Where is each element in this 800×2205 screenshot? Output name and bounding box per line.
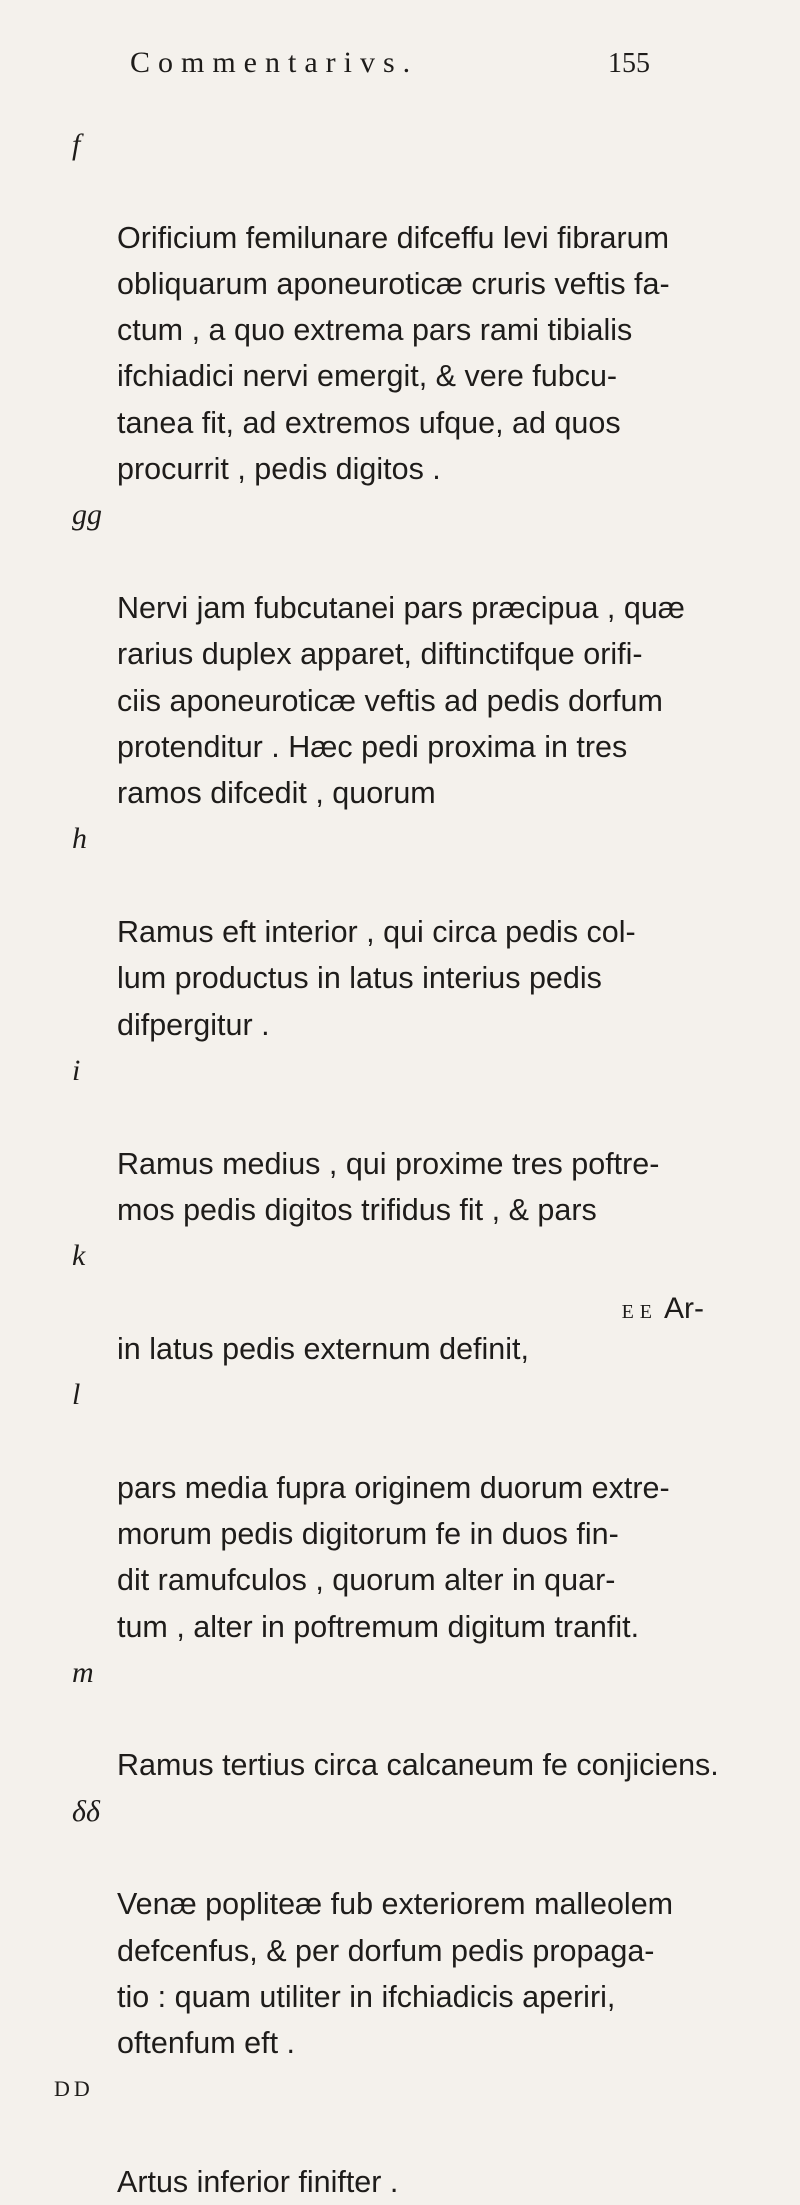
running-head: Commentarivs. — [130, 46, 419, 79]
annotation-entry-dd — [54, 2066, 752, 2205]
annotation-entry-gg — [72, 492, 752, 816]
entry-text: Ramus eft interior , qui circa pedis col- lum productus in latus interius pedis difpergitur . — [117, 915, 636, 1042]
annotation-list — [54, 122, 752, 2205]
entry-marker: DD — [54, 2076, 94, 2102]
entry-marker: f — [72, 128, 81, 161]
entry-marker: gg — [72, 498, 102, 532]
catchword-word: Ar- — [664, 1292, 704, 1325]
entry-text: Ramus medius , qui proxime tres poftre- mos pedis digitos trifidus fit , & pars — [117, 1146, 660, 1227]
annotation-entry-i — [72, 1048, 752, 1233]
annotation-entry-m — [72, 1650, 752, 1789]
catchword-mark: EE — [621, 1301, 658, 1323]
entry-text: pars media fupra originem duorum extre- morum pedis digitorum fe in duos fin- dit ramufculos , quorum alter in quar- tum , alter in poftremum digitum tranfit. — [117, 1470, 670, 1644]
entry-marker: δδ — [72, 1794, 100, 1828]
entry-text: Ramus tertius circa calcaneum fe conjiciens. — [117, 1748, 719, 1783]
annotation-entry-h — [72, 816, 752, 1047]
entry-text: Venæ popliteæ fub exteriorem malleolem defcenfus, & per dorfum pedis propaga- tio : quam utiliter in ifchiadicis aperiri, oftenfum eft . — [117, 1887, 674, 2061]
entry-text: Artus inferior finifter . — [117, 2165, 399, 2200]
entry-marker: h — [72, 822, 87, 856]
catchword — [622, 1292, 704, 1326]
entry-text: Orificium femilunare difceffu levi fibrarum obliquarum aponeuroticæ cruris veftis fa- ctum , a quo extrema pars rami tibialis ifchiadici nervi emergit, & vere fubcu- tanea fit, ad extremos ufque, ad quos procurrit , pedis digitos . — [117, 220, 670, 487]
page-header — [130, 46, 650, 86]
annotation-entry-delta — [72, 1789, 752, 2067]
annotation-entry-l — [72, 1372, 752, 1650]
entry-text: in latus pedis externum definit, — [117, 1331, 529, 1366]
entry-marker: i — [72, 1053, 81, 1087]
annotation-entry-f — [72, 122, 752, 492]
entry-marker: l — [72, 1378, 81, 1412]
entry-marker: m — [72, 1655, 94, 1689]
entry-text: Nervi jam fubcutanei pars præcipua , quæ rarius duplex apparet, diftinctifque orifi- ciis aponeuroticæ veftis ad pedis dorfum protenditur . Hæc pedi proxima in tres ramos difcedit , quorum — [117, 590, 685, 811]
page-number: 155 — [608, 48, 650, 79]
entry-marker: k — [72, 1239, 86, 1273]
